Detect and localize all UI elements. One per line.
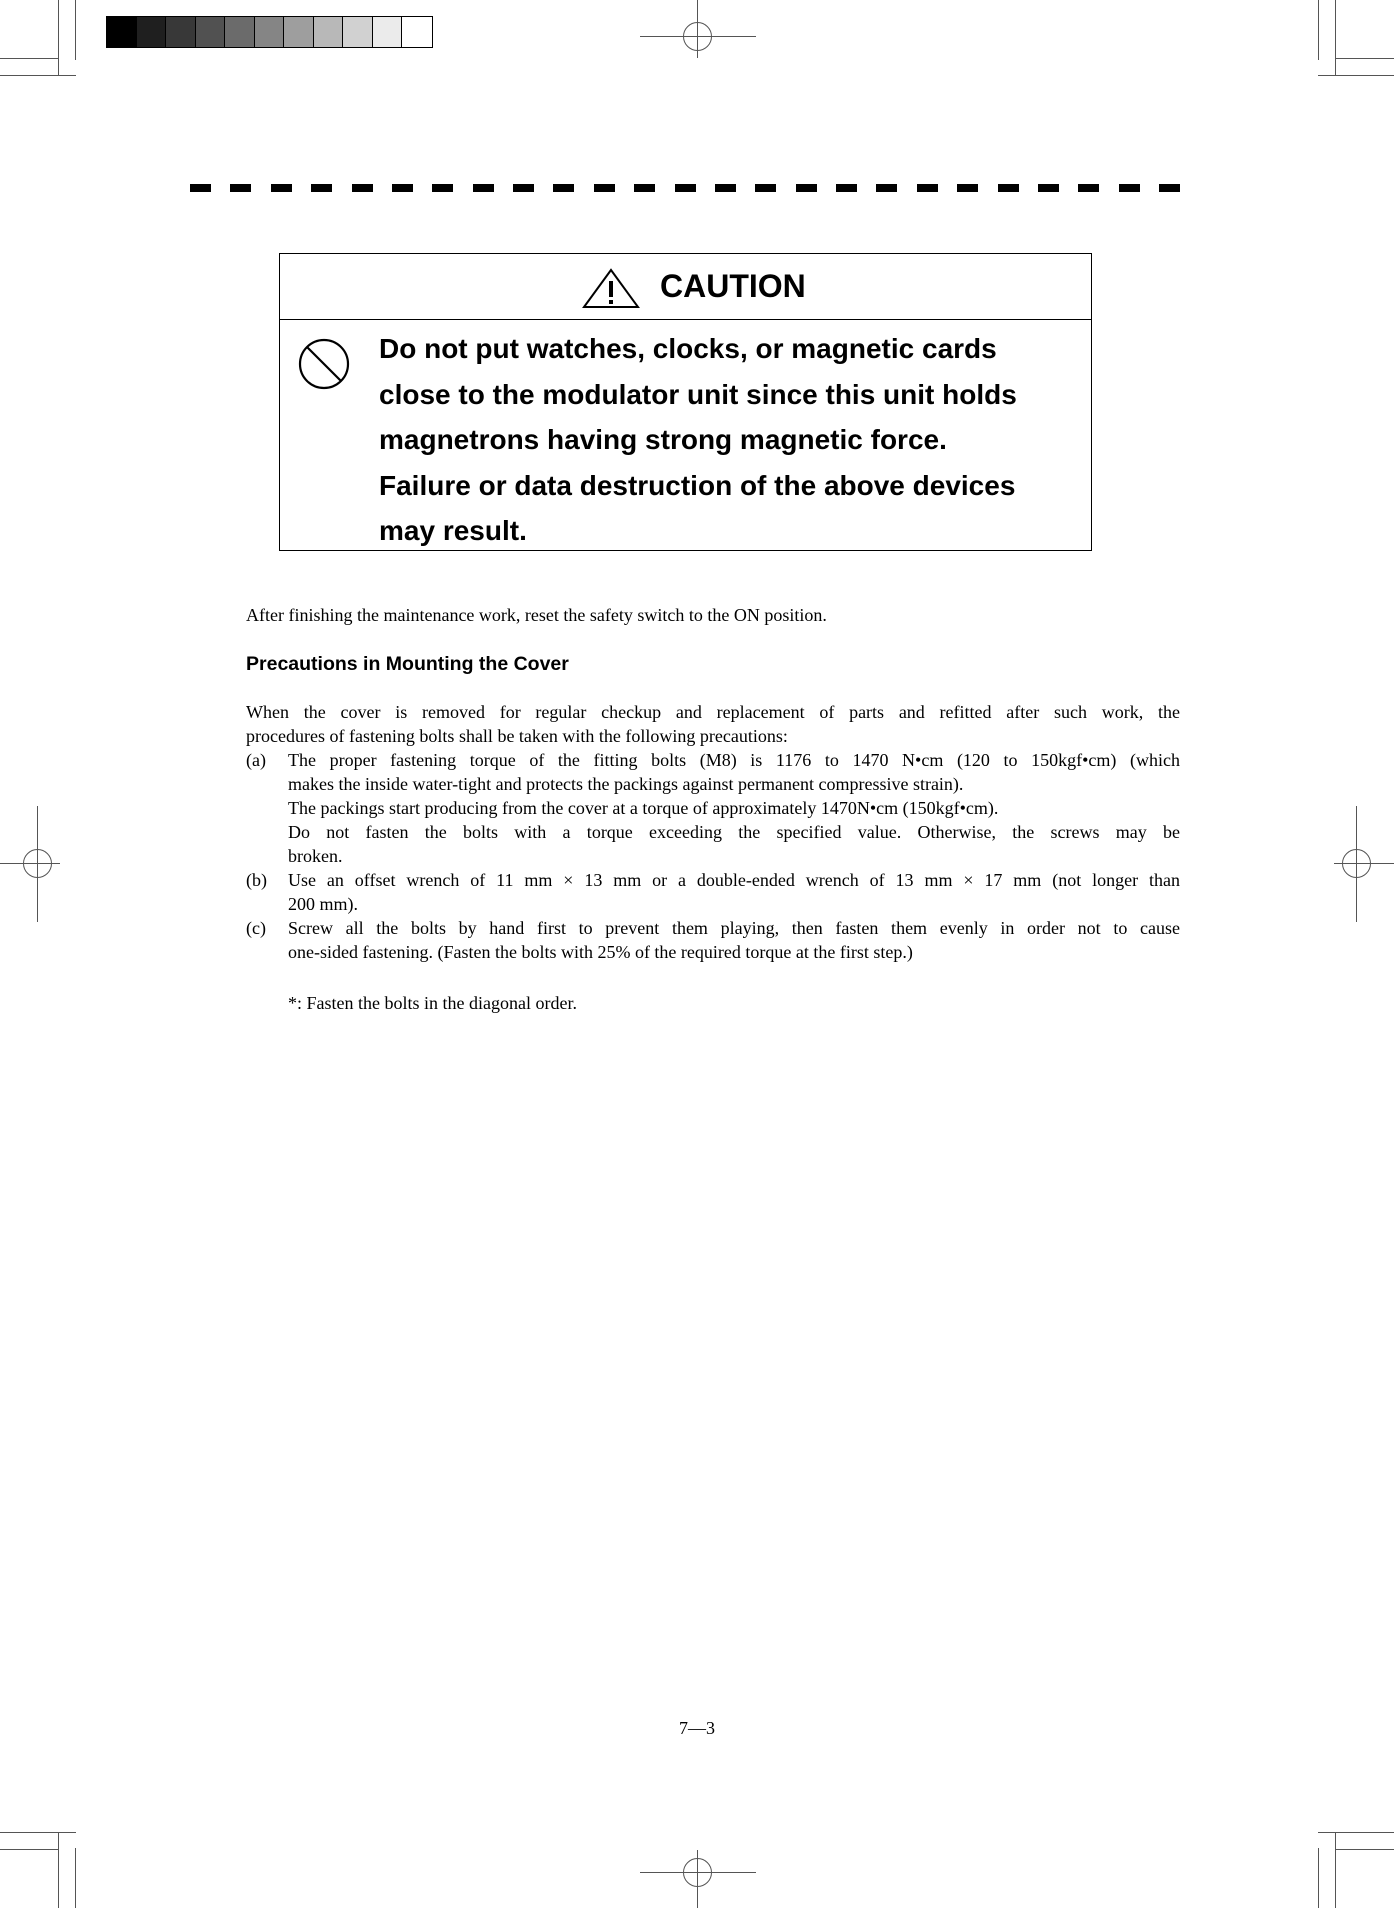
warning-triangle-icon [582,268,640,308]
list-item-line: one-sided fastening. (Fasten the bolts with 25% of the required torque at the first step.) [288,942,913,962]
section-intro [246,700,1180,748]
caution-message [379,326,1079,554]
list-item-label: (b) [246,870,267,890]
caution-header [280,254,1091,320]
list-item-label: (c) [246,918,266,938]
list-item-line: The proper fastening torque of the fitting bolts (M8) is 1176 to 1470 N•cm (120 to 150kgf•cm) (which [288,750,1180,770]
caution-title: CAUTION [660,268,806,304]
list-item-line: Use an offset wrench of 11 mm × 13 mm or a double-ended wrench of 13 mm × 17 mm (not longer than [288,870,1180,890]
grayscale-calibration-strip [106,16,433,48]
list-item-line: 200 mm). [288,894,358,914]
list-item-body [288,868,1180,916]
caution-line: may result. [379,515,527,546]
section-heading: Precautions in Mounting the Cover [246,653,569,675]
footnote: *: Fasten the bolts in the diagonal order. [288,993,577,1013]
list-item-line: makes the inside water-tight and protects the packings against permanent compressive strain). [288,774,964,794]
list-item-label: (a) [246,750,266,770]
dashed-separator [190,184,1180,192]
list-item-line: The packings start producing from the cover at a torque of approximately 1470N•cm (150kgf•cm). [288,798,999,818]
caution-line: close to the modulator unit since this unit holds [379,378,1017,410]
list-item-line: Do not fasten the bolts with a torque exceeding the specified value. Otherwise, the screws may be [288,822,1180,842]
intro-line: When the cover is removed for regular checkup and replacement of parts and refitted after such work, the [246,702,1180,722]
list-item-line: Screw all the bolts by hand first to prevent them playing, then fasten them evenly in order not to cause [288,918,1180,938]
caution-line: magnetrons having strong magnetic force. [379,424,947,455]
caution-line: Failure or data destruction of the above devices [379,469,1016,501]
caution-box [279,253,1092,551]
list-item-body [288,916,1180,964]
intro-line: procedures of fastening bolts shall be taken with the following precautions: [246,726,788,746]
prohibit-icon [298,338,350,390]
reset-note: After finishing the maintenance work, reset the safety switch to the ON position. [246,605,827,625]
list-item-body [288,748,1180,868]
list-item-line: broken. [288,846,343,866]
page-number: 7—3 [679,1718,715,1738]
caution-line: Do not put watches, clocks, or magnetic cards [379,333,997,364]
